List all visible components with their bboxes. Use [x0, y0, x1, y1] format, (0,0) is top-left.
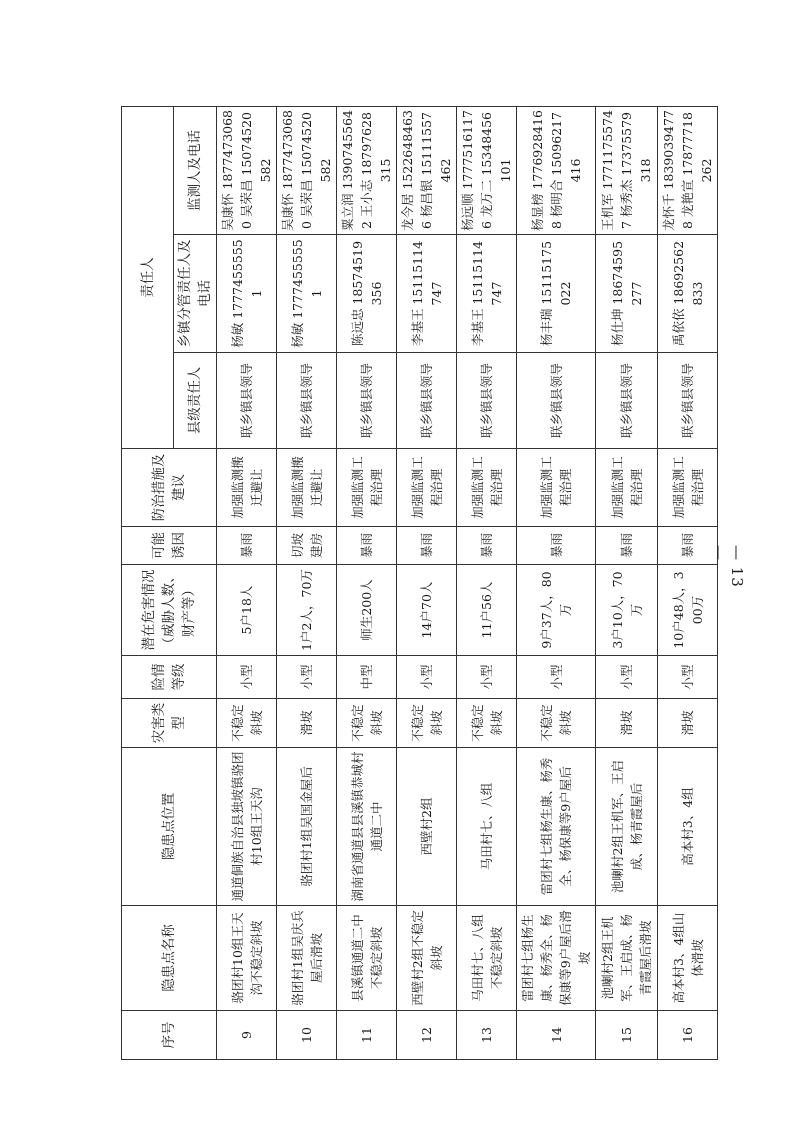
- cell-danger-level: 小型: [517, 656, 596, 699]
- cell-trigger: 切坡建房: [277, 527, 337, 565]
- cell-county-leader: 联乡镇县领导: [397, 353, 457, 449]
- cell-index: 14: [517, 1011, 596, 1060]
- cell-township-leader: 李基王 15115114747: [397, 235, 457, 353]
- header-responsible-group: 责任人: [122, 106, 174, 448]
- cell-name: 县溪镇通道二中不稳定斜坡: [337, 906, 397, 1011]
- cell-trigger: 暴雨: [457, 527, 517, 565]
- table-row: [217, 106, 277, 1059]
- cell-measures: 加强监测工程治理: [397, 449, 457, 527]
- cell-township-leader: 陈远忠 18574519356: [337, 235, 397, 353]
- cell-monitor: 龙怀千 18390394778 龙艳宣 17877718262: [658, 106, 718, 234]
- cell-index: 16: [658, 1011, 718, 1060]
- table-row: [337, 106, 397, 1059]
- cell-location: 西壁村2组: [397, 748, 457, 906]
- cell-measures: 加强监测工程治理: [337, 449, 397, 527]
- cell-location: 湖南省通道县县溪镇恭城村通道二中: [337, 748, 397, 906]
- cell-name: 骆团村10组王天沟不稳定斜坡: [217, 906, 277, 1011]
- table-row: [517, 106, 596, 1059]
- cell-measures: 加强监测工程治理: [517, 449, 596, 527]
- page-number: — 13 —: [710, 545, 746, 588]
- cell-township-leader: 李基王 15115114747: [457, 235, 517, 353]
- header-index: 序号: [122, 1011, 217, 1060]
- cell-location: 高本村3、4组: [658, 748, 718, 906]
- cell-location: 骆团村1组吴国金屋后: [277, 748, 337, 906]
- cell-measures: 加强监测工程治理: [658, 449, 718, 527]
- cell-threat: 师生200人: [337, 565, 397, 656]
- cell-disaster-type: 滑坡: [658, 699, 718, 748]
- cell-county-leader: 联乡镇县领导: [277, 353, 337, 449]
- cell-county-leader: 联乡镇县领导: [217, 353, 277, 449]
- cell-danger-level: 小型: [397, 656, 457, 699]
- cell-disaster-type: 滑坡: [277, 699, 337, 748]
- cell-name: 高本村3、4组山体滑坡: [658, 906, 718, 1011]
- header-disaster-type: 灾害类型: [122, 699, 217, 748]
- header-township-leader: 乡镇分管责任人及电话: [174, 235, 217, 353]
- cell-threat: 5户18人: [217, 565, 277, 656]
- cell-county-leader: 联乡镇县领导: [337, 353, 397, 449]
- header-monitor: 监测人及电话: [174, 106, 217, 234]
- cell-danger-level: 小型: [277, 656, 337, 699]
- cell-monitor: 杨显榜 17769284168 杨明合 15096217416: [517, 106, 596, 234]
- cell-monitor: 杨远顺 17775161176 龙万二 15348456101: [457, 106, 517, 234]
- cell-township-leader: 禹依依 18692562833: [658, 235, 718, 353]
- cell-trigger: 暴雨: [596, 527, 658, 565]
- cell-trigger: 暴雨: [217, 527, 277, 565]
- cell-county-leader: 联乡镇县领导: [457, 353, 517, 449]
- cell-threat: 3户10人，70万: [596, 565, 658, 656]
- cell-measures: 加强监测搬迁避让: [277, 449, 337, 527]
- header-row: [122, 106, 174, 1059]
- header-measures: 防治措施及建议: [122, 449, 217, 527]
- cell-county-leader: 联乡镇县领导: [517, 353, 596, 449]
- cell-threat: 11户56人: [457, 565, 517, 656]
- cell-threat: 9户37人，80万: [517, 565, 596, 656]
- cell-index: 10: [277, 1011, 337, 1060]
- cell-disaster-type: 不稳定斜坡: [217, 699, 277, 748]
- cell-threat: 10户48人，300万: [658, 565, 718, 656]
- cell-danger-level: 中型: [337, 656, 397, 699]
- cell-index: 12: [397, 1011, 457, 1060]
- cell-name: 雷团村七组杨生康、杨秀全、杨保康等9户屋后滑坡: [517, 906, 596, 1011]
- header-name: 隐患点名称: [122, 906, 217, 1011]
- cell-threat: 1户2人，70万: [277, 565, 337, 656]
- cell-danger-level: 小型: [596, 656, 658, 699]
- cell-danger-level: 小型: [457, 656, 517, 699]
- cell-index: 9: [217, 1011, 277, 1060]
- table-row: [457, 106, 517, 1059]
- cell-county-leader: 联乡镇县领导: [658, 353, 718, 449]
- cell-location: 马田村七、八组: [457, 748, 517, 906]
- cell-monitor: 吴康怀 18774730680 吴荣昌 15074520582: [277, 106, 337, 234]
- cell-trigger: 暴雨: [658, 527, 718, 565]
- header-threat: 潜在危害情况（威胁人数、财产等）: [122, 565, 217, 656]
- rotated-table-container: [121, 107, 714, 1060]
- cell-index: 15: [596, 1011, 658, 1060]
- cell-measures: 加强监测搬迁避让: [217, 449, 277, 527]
- cell-monitor: 龙今居 15226484636 杨昌银 15111557462: [397, 106, 457, 234]
- cell-index: 11: [337, 1011, 397, 1060]
- cell-township-leader: 杨仕坤 18674595277: [596, 235, 658, 353]
- cell-name: 骆团村1组吴庆兵屋后滑坡: [277, 906, 337, 1011]
- cell-disaster-type: 滑坡: [596, 699, 658, 748]
- cell-monitor: 吴康怀 18774730680 吴荣昌 15074520582: [217, 106, 277, 234]
- hazard-table: [121, 106, 718, 1060]
- table-row: [397, 106, 457, 1059]
- header-danger-level: 险情等级: [122, 656, 217, 699]
- cell-disaster-type: 不稳定斜坡: [457, 699, 517, 748]
- cell-trigger: 暴雨: [397, 527, 457, 565]
- cell-trigger: 暴雨: [517, 527, 596, 565]
- cell-index: 13: [457, 1011, 517, 1060]
- cell-county-leader: 联乡镇县领导: [596, 353, 658, 449]
- cell-name: 池喇村2组王机军、王启成、杨青霞屋后滑坡: [596, 906, 658, 1011]
- cell-danger-level: 小型: [658, 656, 718, 699]
- cell-monitor: 粟立润 13907455642 王小志 18797628315: [337, 106, 397, 234]
- cell-township-leader: 杨敏 17774555551: [277, 235, 337, 353]
- cell-disaster-type: 不稳定斜坡: [397, 699, 457, 748]
- cell-monitor: 王机军 17711755747 杨秀杰 17375579318: [596, 106, 658, 234]
- cell-township-leader: 杨丰瑞 15115175022: [517, 235, 596, 353]
- cell-disaster-type: 不稳定斜坡: [517, 699, 596, 748]
- cell-measures: 加强监测工程治理: [596, 449, 658, 527]
- cell-threat: 14户70人: [397, 565, 457, 656]
- header-trigger: 可能诱因: [122, 527, 217, 565]
- cell-township-leader: 杨敏 17774555551: [217, 235, 277, 353]
- cell-location: 池喇村2组王机军、王启成、杨青霞屋后: [596, 748, 658, 906]
- table-row: [277, 106, 337, 1059]
- cell-location: 通道侗族自治县独坡镇骆团村10组王天沟: [217, 748, 277, 906]
- cell-trigger: 暴雨: [337, 527, 397, 565]
- table-row: [658, 106, 718, 1059]
- header-county-leader: 县级责任人: [174, 353, 217, 449]
- cell-measures: 加强监测工程治理: [457, 449, 517, 527]
- cell-disaster-type: 不稳定斜坡: [337, 699, 397, 748]
- header-location: 隐患点位置: [122, 748, 217, 906]
- cell-name: 西壁村2组不稳定斜坡: [397, 906, 457, 1011]
- cell-danger-level: 小型: [217, 656, 277, 699]
- cell-name: 马田村七、八组不稳定斜坡: [457, 906, 517, 1011]
- table-row: [596, 106, 658, 1059]
- cell-location: 雷团村七组杨生康、杨秀全、杨保康等9户屋后: [517, 748, 596, 906]
